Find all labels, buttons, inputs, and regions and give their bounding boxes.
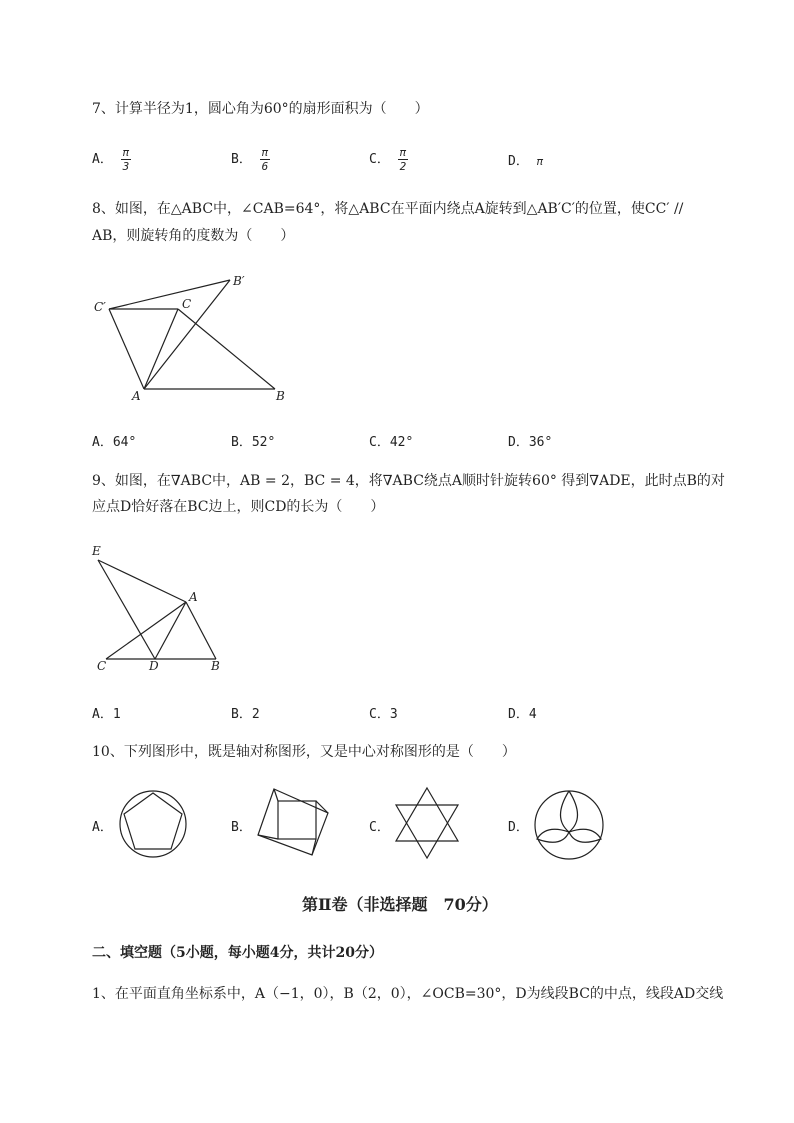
q8-rotation-diagram <box>90 268 290 408</box>
q9-label-a: A <box>189 590 198 604</box>
q10-text: 10、下列图形中，既是轴对称图形，又是中心对称图形的是（ ） <box>92 744 516 760</box>
q7-option-d[interactable] <box>508 150 543 169</box>
three-petal-circle-icon <box>532 788 606 862</box>
q7-option-a-fraction: $\frac{\pi}{3}$ <box>122 146 130 173</box>
q8-label-a: A <box>132 389 141 403</box>
pentagon-in-circle-icon <box>118 789 190 859</box>
q8-option-d[interactable]: D．36° <box>508 435 553 450</box>
q9-option-c[interactable]: C．3 <box>369 707 398 722</box>
q9-segment-ea <box>98 560 186 602</box>
part2-title: 第Ⅱ卷（非选择题 70分） <box>302 895 498 914</box>
fill-in-section-heading: 二、填空题（5小题，每小题4分，共计20分） <box>92 945 383 961</box>
q10-option-a-label[interactable]: A． <box>92 820 113 835</box>
q9-text-line1: 9、如图，在∇ABC中，AB = 2，BC = 4，将∇ABC绕点A顺时针旋转60° 得到∇ADE，此时点B的对 <box>92 473 725 489</box>
q7-option-c[interactable] <box>369 146 408 173</box>
hexagram-icon <box>392 786 462 860</box>
q7-text: 7、计算半径为1，圆心角为60°的扇形面积为（ ） <box>92 101 429 117</box>
q8-label-c: C <box>182 297 192 311</box>
q8-segment-ac <box>144 309 178 389</box>
q8-segment-cpbp <box>109 280 230 309</box>
q8-option-b[interactable]: B．52° <box>231 435 276 450</box>
q9-option-b[interactable]: B．2 <box>231 707 260 722</box>
q9-segment-ad <box>155 602 186 659</box>
q8-label-cp: C′ <box>94 300 106 314</box>
q9-label-d: D <box>149 659 159 673</box>
q8-text-line2: AB，则旋转角的度数为（ ） <box>92 228 295 244</box>
q8-label-bp: B′ <box>233 274 245 288</box>
q8-segment-cb <box>178 309 275 389</box>
q10-option-b-label[interactable]: B． <box>231 820 252 835</box>
q10-option-d-label[interactable]: D． <box>508 820 529 835</box>
q7-option-b-fraction: $\frac{\pi}{6}$ <box>261 146 269 173</box>
q9-rotation-diagram <box>88 540 238 680</box>
q9-label-b: B <box>211 659 220 673</box>
q7-option-d-label: D． <box>508 154 529 169</box>
q7-option-b-label: B． <box>231 152 252 167</box>
q9-label-c: C <box>97 659 107 673</box>
q9-segment-ac <box>106 602 186 659</box>
q7-option-a-label: A． <box>92 152 113 167</box>
pinwheel-squares-icon <box>256 787 332 857</box>
q8-option-c[interactable]: C．42° <box>369 435 414 450</box>
q9-option-a[interactable]: A．1 <box>92 707 121 722</box>
q7-option-c-label: C． <box>369 152 390 167</box>
q9-option-d[interactable]: D．4 <box>508 707 537 722</box>
q7-option-c-fraction: $\frac{\pi}{2}$ <box>399 146 407 173</box>
q7-option-a[interactable] <box>92 146 131 173</box>
q7-option-d-value: π <box>536 155 544 168</box>
q8-segment-acp <box>109 309 144 389</box>
q8-text-line1: 8、如图，在△ABC中，∠CAB=64°，将△ABC在平面内绕点A旋转到△AB′C′的位置，使CC′ // <box>92 201 684 217</box>
q9-segment-ab <box>186 602 216 659</box>
part2-q1-text: 1、在平面直角坐标系中，A（−1，0），B（2，0），∠OCB=30°，D为线段BC的中点，线段AD交线 <box>92 986 724 1002</box>
q8-label-b: B <box>276 389 285 403</box>
q9-label-e: E <box>92 544 101 558</box>
q10-option-c-label[interactable]: C． <box>369 820 390 835</box>
q7-option-b[interactable] <box>231 146 270 173</box>
q9-text-line2: 应点D恰好落在BC边上，则CD的长为（ ） <box>92 499 385 515</box>
q8-option-a[interactable]: A．64° <box>92 435 137 450</box>
